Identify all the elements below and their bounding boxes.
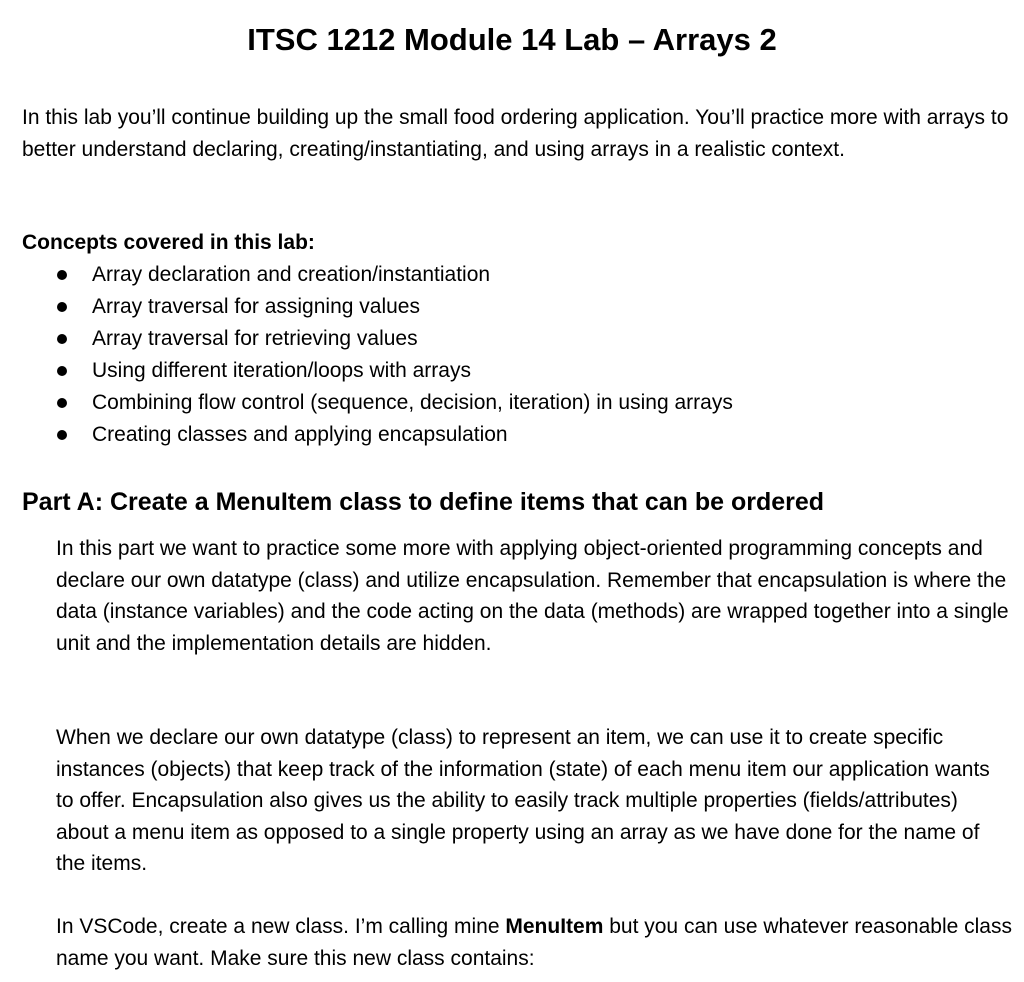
bullet-icon <box>57 334 67 344</box>
bullet-icon <box>57 398 67 408</box>
paragraph-text: In VSCode, create a new class. I’m calling mine <box>56 915 506 938</box>
list-item <box>22 323 733 355</box>
bullet-icon <box>57 430 67 440</box>
list-item-text: Array traversal for assigning values <box>92 295 420 318</box>
list-item <box>22 291 733 323</box>
list-item-text: Combining flow control (sequence, decision, iteration) in using arrays <box>92 391 733 414</box>
list-item <box>22 355 733 387</box>
document-title: ITSC 1212 Module 14 Lab – Arrays 2 <box>247 22 777 57</box>
list-item <box>22 419 733 451</box>
bullet-icon <box>57 302 67 312</box>
list-item-text: Creating classes and applying encapsulation <box>92 423 508 446</box>
list-item-text: Array traversal for retrieving values <box>92 327 418 350</box>
concepts-list <box>22 259 733 451</box>
list-item-text: Using different iteration/loops with arrays <box>92 359 471 382</box>
concepts-heading: Concepts covered in this lab: <box>22 231 315 254</box>
list-item <box>22 387 733 419</box>
part-a-paragraph-3 <box>56 911 1012 974</box>
intro-paragraph: In this lab you’ll continue building up the small food ordering application. You’ll practice more with arrays to better understand declaring, creating/instantiating, and using arrays in a realistic context. <box>22 106 1009 161</box>
class-name-emphasis: MenuItem <box>505 915 604 938</box>
part-a-paragraph-2: When we declare our own datatype (class) to represent an item, we can use it to create specific instances (objects) that keep track of the information (state) of each menu item our application wants to offer. Encapsulation also gives us the ability to easily track multiple properties (fields/attributes) about a menu item as opposed to a single property using an array as we have done for the name of the items. <box>56 726 990 875</box>
list-item-text: Array declaration and creation/instantiation <box>92 263 491 286</box>
part-a-heading: Part A: Create a MenuItem class to define items that can be ordered <box>22 488 825 516</box>
list-item <box>22 259 733 291</box>
bullet-icon <box>57 366 67 376</box>
bullet-icon <box>57 270 67 280</box>
paragraph-text: but you can use whatever reasonable class name you want. Make sure this new class contains: <box>56 915 1012 970</box>
part-a-paragraph-1: In this part we want to practice some more with applying object-oriented programming concepts and declare our own datatype (class) and utilize encapsulation. Remember that encapsulation is where the data (instance variables) and the code acting on the data (methods) are wrapped together into a single unit and the implementation details are hidden. <box>56 537 1009 655</box>
